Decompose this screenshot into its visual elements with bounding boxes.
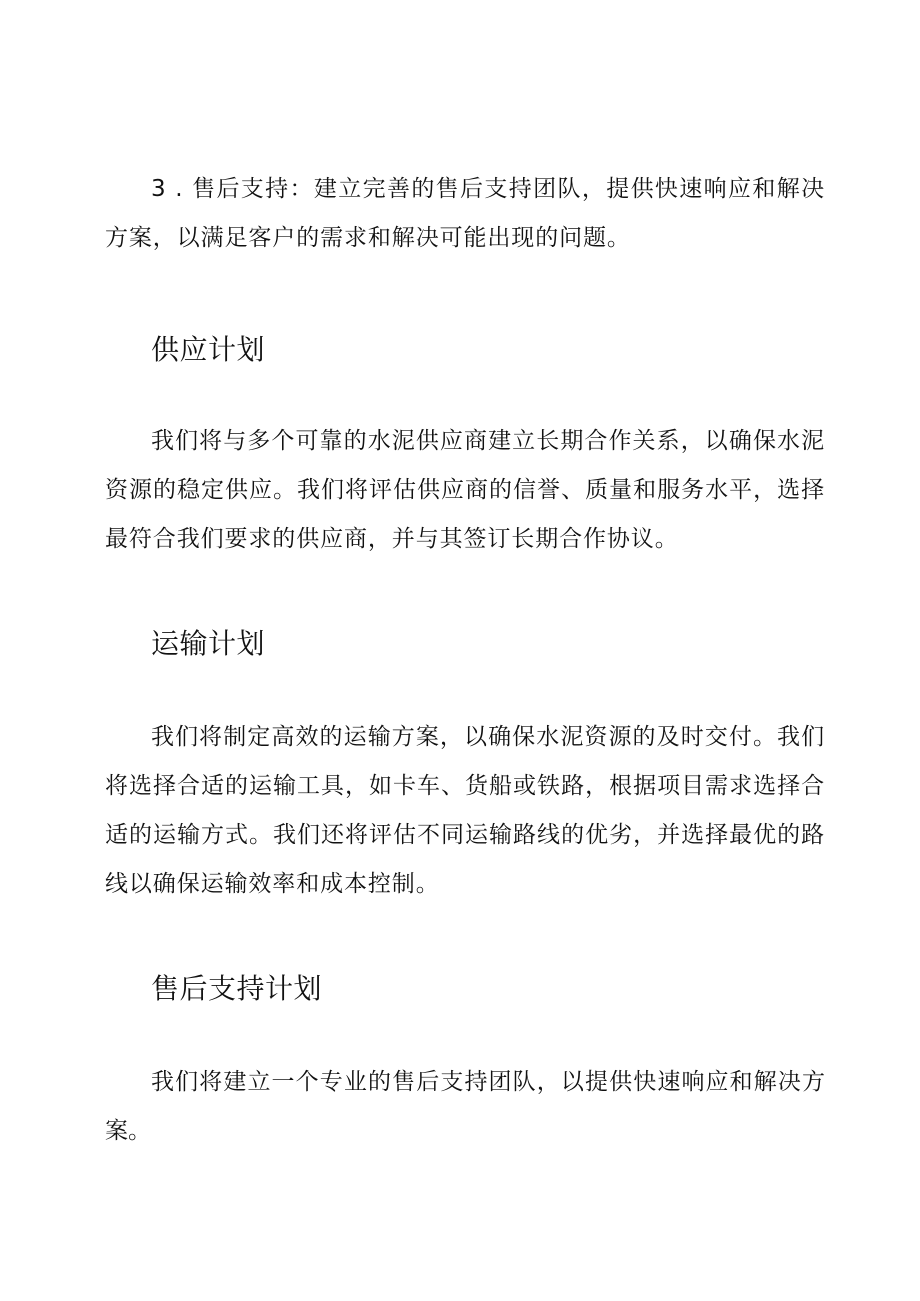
after-sales-plan-heading: 售后支持计划 [151,972,323,1005]
supply-plan-heading: 供应计划 [151,333,266,366]
transport-plan-heading: 运输计划 [151,627,266,660]
after-sales-list-item: 3 . 售后支持：建立完善的售后支持团队，提供快速响应和解决方案，以满足客户的需求和解决可能出现的问题。 [105,176,825,251]
supply-plan-paragraph: 我们将与多个可靠的水泥供应商建立长期合作关系，以确保水泥资源的稳定供应。我们将评估供应商的信誉、质量和服务水平，选择最符合我们要求的供应商，并与其签订长期合作协议。 [105,428,825,552]
transport-plan-paragraph: 我们将制定高效的运输方案，以确保水泥资源的及时交付。我们将选择合适的运输工具，如卡车、货船或铁路，根据项目需求选择合适的运输方式。我们还将评估不同运输路线的优劣，并选择最优的路线以确保运输效率和成本控制。 [105,724,825,897]
after-sales-plan-paragraph: 我们将建立一个专业的售后支持团队，以提供快速响应和解决方案。 [105,1069,825,1144]
